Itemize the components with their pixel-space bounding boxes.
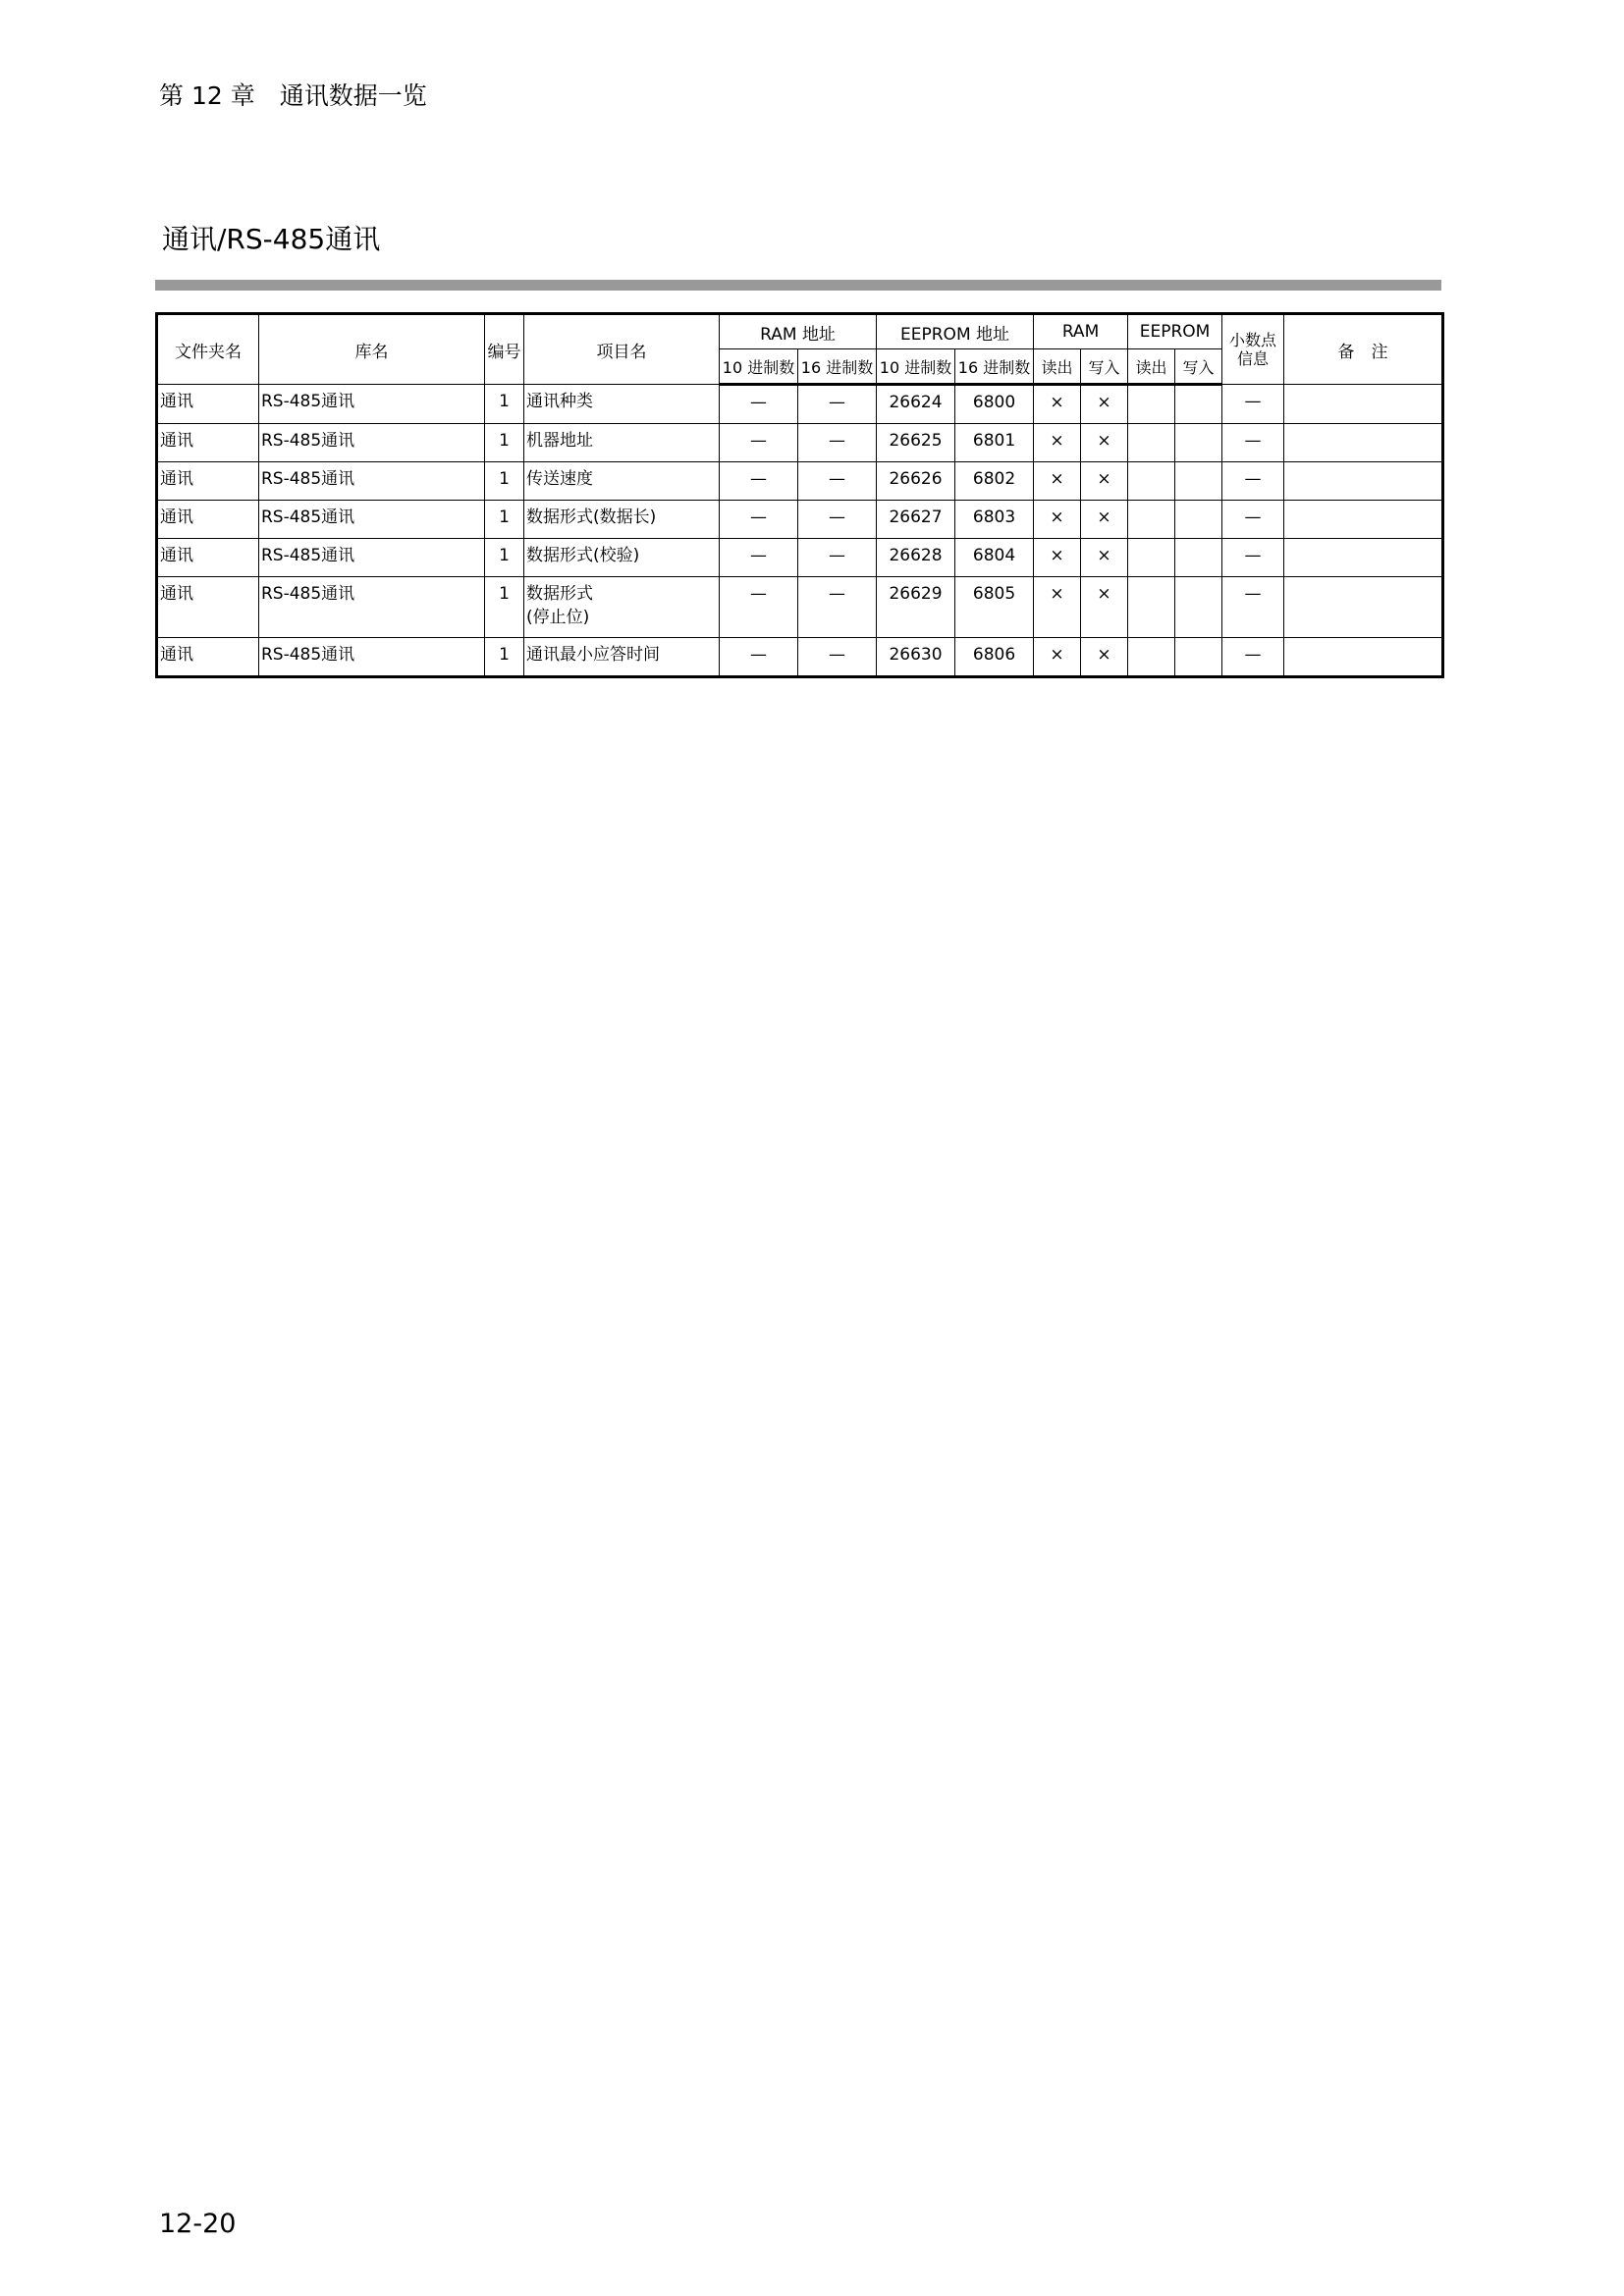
cell-ram-write: ×	[1081, 539, 1128, 577]
cell-ram-write: ×	[1081, 424, 1128, 462]
cell-eeprom-write	[1175, 501, 1222, 539]
cell-library: RS-485通讯	[259, 385, 485, 424]
header-library: 库名	[259, 314, 485, 385]
cell-eeprom-hex: 6804	[955, 539, 1034, 577]
header-ram-read: 读出	[1034, 349, 1081, 385]
cell-folder: 通讯	[157, 462, 259, 501]
header-remarks: 备 注	[1284, 314, 1443, 385]
cell-decimal-info: —	[1222, 577, 1284, 638]
cell-item-name: 传送速度	[524, 462, 720, 501]
cell-ram-hex: —	[798, 424, 877, 462]
cell-ram-read: ×	[1034, 638, 1081, 677]
cell-eeprom-write	[1175, 539, 1222, 577]
cell-decimal-info: —	[1222, 501, 1284, 539]
cell-ram-dec: —	[720, 638, 798, 677]
header-ram-hex: 16 进制数	[798, 349, 877, 385]
communication-data-table	[155, 312, 1444, 678]
table-row	[157, 424, 1443, 462]
cell-library: RS-485通讯	[259, 501, 485, 539]
cell-item-name: 通讯种类	[524, 385, 720, 424]
page-number: 12-20	[159, 2209, 237, 2239]
cell-library: RS-485通讯	[259, 638, 485, 677]
cell-number: 1	[485, 539, 524, 577]
header-eeprom-read: 读出	[1128, 349, 1175, 385]
cell-eeprom-dec: 26624	[877, 385, 955, 424]
header-folder: 文件夹名	[157, 314, 259, 385]
cell-ram-dec: —	[720, 385, 798, 424]
cell-eeprom-read	[1128, 577, 1175, 638]
cell-ram-read: ×	[1034, 462, 1081, 501]
cell-item-name: 数据形式(校验)	[524, 539, 720, 577]
cell-ram-dec: —	[720, 424, 798, 462]
cell-eeprom-dec: 26627	[877, 501, 955, 539]
cell-item-name: 数据形式(数据长)	[524, 501, 720, 539]
cell-eeprom-dec: 26629	[877, 577, 955, 638]
cell-ram-write: ×	[1081, 638, 1128, 677]
cell-eeprom-hex: 6800	[955, 385, 1034, 424]
section-title: 通讯/RS-485通讯	[162, 223, 381, 255]
cell-decimal-info: —	[1222, 385, 1284, 424]
cell-eeprom-write	[1175, 462, 1222, 501]
cell-folder: 通讯	[157, 424, 259, 462]
cell-eeprom-hex: 6802	[955, 462, 1034, 501]
header-ram-dec: 10 进制数	[720, 349, 798, 385]
cell-number: 1	[485, 424, 524, 462]
header-ram-write: 写入	[1081, 349, 1128, 385]
cell-eeprom-read	[1128, 462, 1175, 501]
cell-eeprom-read	[1128, 539, 1175, 577]
cell-ram-read: ×	[1034, 577, 1081, 638]
cell-number: 1	[485, 462, 524, 501]
cell-decimal-info: —	[1222, 638, 1284, 677]
cell-ram-read: ×	[1034, 424, 1081, 462]
header-item: 项目名	[524, 314, 720, 385]
cell-ram-read: ×	[1034, 385, 1081, 424]
cell-decimal-info: —	[1222, 462, 1284, 501]
cell-ram-write: ×	[1081, 462, 1128, 501]
cell-number: 1	[485, 577, 524, 638]
cell-ram-dec: —	[720, 577, 798, 638]
header-decimal-info: 小数点信息	[1222, 314, 1284, 385]
cell-item-name: 机器地址	[524, 424, 720, 462]
header-ram-address: RAM 地址	[720, 314, 877, 349]
header-eeprom-dec: 10 进制数	[877, 349, 955, 385]
table-row	[157, 638, 1443, 677]
cell-folder: 通讯	[157, 501, 259, 539]
cell-ram-hex: —	[798, 577, 877, 638]
cell-eeprom-hex: 6801	[955, 424, 1034, 462]
cell-remarks	[1284, 539, 1443, 577]
cell-eeprom-hex: 6806	[955, 638, 1034, 677]
cell-decimal-info: —	[1222, 424, 1284, 462]
cell-ram-hex: —	[798, 638, 877, 677]
table-body	[157, 385, 1443, 677]
cell-ram-hex: —	[798, 501, 877, 539]
table-header-row	[157, 314, 1443, 349]
cell-eeprom-read	[1128, 501, 1175, 539]
cell-number: 1	[485, 501, 524, 539]
cell-eeprom-read	[1128, 385, 1175, 424]
cell-item-name: 数据形式 (停止位)	[524, 577, 720, 638]
cell-eeprom-hex: 6803	[955, 501, 1034, 539]
section-divider	[155, 280, 1441, 291]
cell-remarks	[1284, 385, 1443, 424]
cell-remarks	[1284, 638, 1443, 677]
cell-number: 1	[485, 638, 524, 677]
cell-folder: 通讯	[157, 577, 259, 638]
cell-remarks	[1284, 501, 1443, 539]
header-eeprom: EEPROM	[1128, 314, 1222, 349]
chapter-header: 第 12 章 通讯数据一览	[159, 81, 427, 110]
cell-eeprom-hex: 6805	[955, 577, 1034, 638]
cell-ram-write: ×	[1081, 501, 1128, 539]
cell-eeprom-write	[1175, 638, 1222, 677]
header-ram: RAM	[1034, 314, 1128, 349]
cell-eeprom-dec: 26628	[877, 539, 955, 577]
cell-eeprom-dec: 26626	[877, 462, 955, 501]
header-number: 编号	[485, 314, 524, 385]
cell-folder: 通讯	[157, 638, 259, 677]
header-eeprom-address: EEPROM 地址	[877, 314, 1034, 349]
table-row	[157, 462, 1443, 501]
header-eeprom-write: 写入	[1175, 349, 1222, 385]
table-row	[157, 385, 1443, 424]
cell-remarks	[1284, 462, 1443, 501]
cell-remarks	[1284, 577, 1443, 638]
header-eeprom-hex: 16 进制数	[955, 349, 1034, 385]
cell-folder: 通讯	[157, 539, 259, 577]
cell-eeprom-read	[1128, 424, 1175, 462]
cell-ram-read: ×	[1034, 501, 1081, 539]
cell-library: RS-485通讯	[259, 462, 485, 501]
cell-eeprom-write	[1175, 385, 1222, 424]
cell-ram-write: ×	[1081, 385, 1128, 424]
cell-ram-hex: —	[798, 462, 877, 501]
cell-library: RS-485通讯	[259, 424, 485, 462]
cell-remarks	[1284, 424, 1443, 462]
cell-ram-write: ×	[1081, 577, 1128, 638]
cell-ram-dec: —	[720, 539, 798, 577]
cell-ram-hex: —	[798, 539, 877, 577]
table-row	[157, 501, 1443, 539]
cell-number: 1	[485, 385, 524, 424]
cell-eeprom-write	[1175, 577, 1222, 638]
table-row	[157, 539, 1443, 577]
cell-library: RS-485通讯	[259, 577, 485, 638]
cell-ram-hex: —	[798, 385, 877, 424]
cell-ram-read: ×	[1034, 539, 1081, 577]
cell-decimal-info: —	[1222, 539, 1284, 577]
cell-eeprom-write	[1175, 424, 1222, 462]
table-row	[157, 577, 1443, 638]
cell-library: RS-485通讯	[259, 539, 485, 577]
cell-eeprom-read	[1128, 638, 1175, 677]
cell-ram-dec: —	[720, 462, 798, 501]
cell-eeprom-dec: 26625	[877, 424, 955, 462]
cell-item-name: 通讯最小应答时间	[524, 638, 720, 677]
cell-folder: 通讯	[157, 385, 259, 424]
cell-eeprom-dec: 26630	[877, 638, 955, 677]
cell-ram-dec: —	[720, 501, 798, 539]
